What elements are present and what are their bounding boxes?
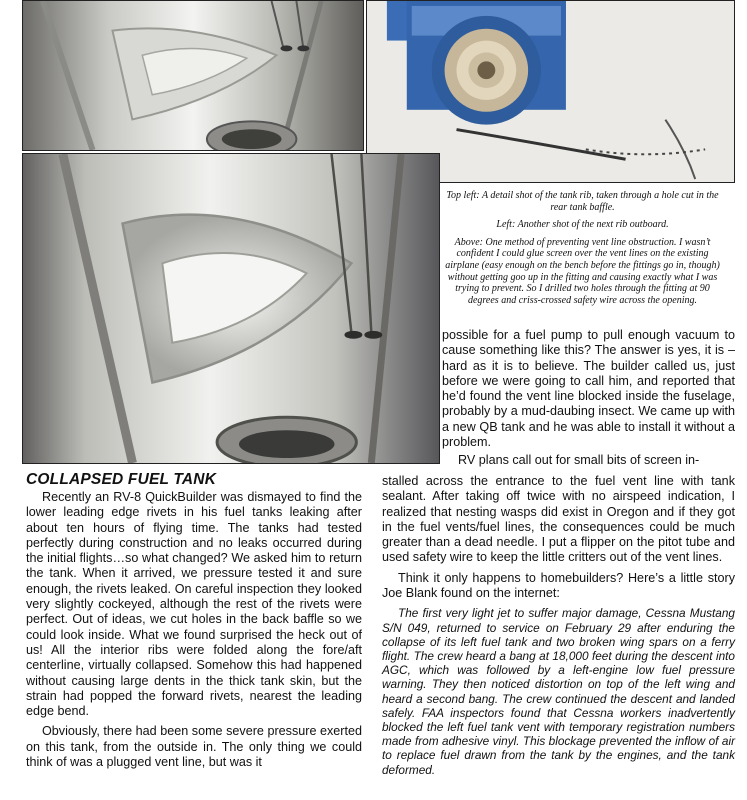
- caption-top-left: Top left: A detail shot of the tank rib, taken through a hole cut in the rear tank baffle.: [446, 190, 719, 213]
- article-right-column-lower: [382, 474, 735, 777]
- article-right-paragraph-1: possible for a fuel pump to pull enough vacuum to cause something like this? The answer is yes, it is – hard as it is to believe. The builder called us, just before we were going to call him, and reported that he’d found the vent line blocked inside the fuselage, probably by a mud-daubing insect. We came up with a new QB tank and he was able to install it without a problem.: [442, 328, 735, 450]
- article-wide-paragraph-3: Think it only happens to homebuilders? Here’s a little story Joe Blank found on the internet:: [382, 570, 735, 601]
- article-wide-paragraph-2-rest: stalled across the entrance to the fuel vent line with tank sealant. After taking off twice with no airspeed indication, I realized that nesting wasps did exist in Oregon and if they got in the fuel vents/fuel lines, the consequences could be much greater than a dead needle. I put a flipper on the pitot tube and used safety wire to keep the little critters out of the vent lines.: [382, 474, 735, 565]
- tank-rib-photo-top: [22, 0, 364, 151]
- article-left-column: [26, 490, 362, 770]
- caption-above: Above: One method of preventing vent line obstruction. I wasn’t confident I could glue screen over the vent lines on the existing airplane (easy enough on the bench before the fittings go in, though) without getting goo up in the fitting and causing exactly what I was trying to prevent. So I drilled two holes through the fitting at 90 degrees and criss-crossed safety wire across the opening.: [445, 236, 720, 306]
- photo-captions: [440, 190, 725, 312]
- article-right-paragraph-2-start: RV plans call out for small bits of screen in-: [458, 453, 700, 468]
- tank-rib-photo-outboard: [22, 153, 440, 464]
- article-left-paragraph-1: Recently an RV-8 QuickBuilder was dismayed to find the lower leading edge rivets in his fuel tanks leaking after about ten hours of flying time. The tanks had tested perfectly during construction and no leaks occurred during the initial flights…so what changed? We asked him to return the tank. When it arrived, we pressure tested it and sure enough, the rivets leaked. On careful inspection they looked very slightly cockeyed, although the rest of the rivets were perfect. Out of ideas, we cut holes in the back baffle so we could look inside. What we found surprised the heck out of us! All the interior ribs were folded along the fore/aft centerline, virtually collapsed. Somehow this had happened without causing large dents in the thick tank skin, but the strain had popped the forward rivets, nearest the leading edge bend.: [26, 490, 362, 719]
- article-right-column-upper: [442, 328, 735, 469]
- caption-left: Left: Another shot of the next rib outboard.: [496, 219, 669, 231]
- tank-rib-photo-outboard-image: [23, 154, 439, 463]
- article-left-paragraph-2: Obviously, there had been some severe pressure exerted on this tank, from the outside in. The only thing we could think of was a plugged vent line, but was it: [26, 724, 362, 770]
- article-quote: The first very light jet to suffer major damage, Cessna Mustang S/N 049, returned to service on February 29 after enduring the collapse of its left fuel tank and two broken wing spars on a ferry flight. The crew heard a bang at 18,000 feet during the descent into AGC, which was followed by a left-engine low fuel pressure warning. They then noticed distortion on top of the left wing and heard a second bang. The crew continued the descent and landed safely. FAA inspectors found that Cessna workers inadvertently blocked the left fuel tank vent with temporary registration numbers made from adhesive vinyl. This blockage prevented the inflow of air to replace fuel drawn from the tank by the engines, and the tank deformed.: [382, 606, 735, 777]
- article-heading: COLLAPSED FUEL TANK: [26, 471, 217, 488]
- tank-rib-photo-top-image: [23, 1, 363, 150]
